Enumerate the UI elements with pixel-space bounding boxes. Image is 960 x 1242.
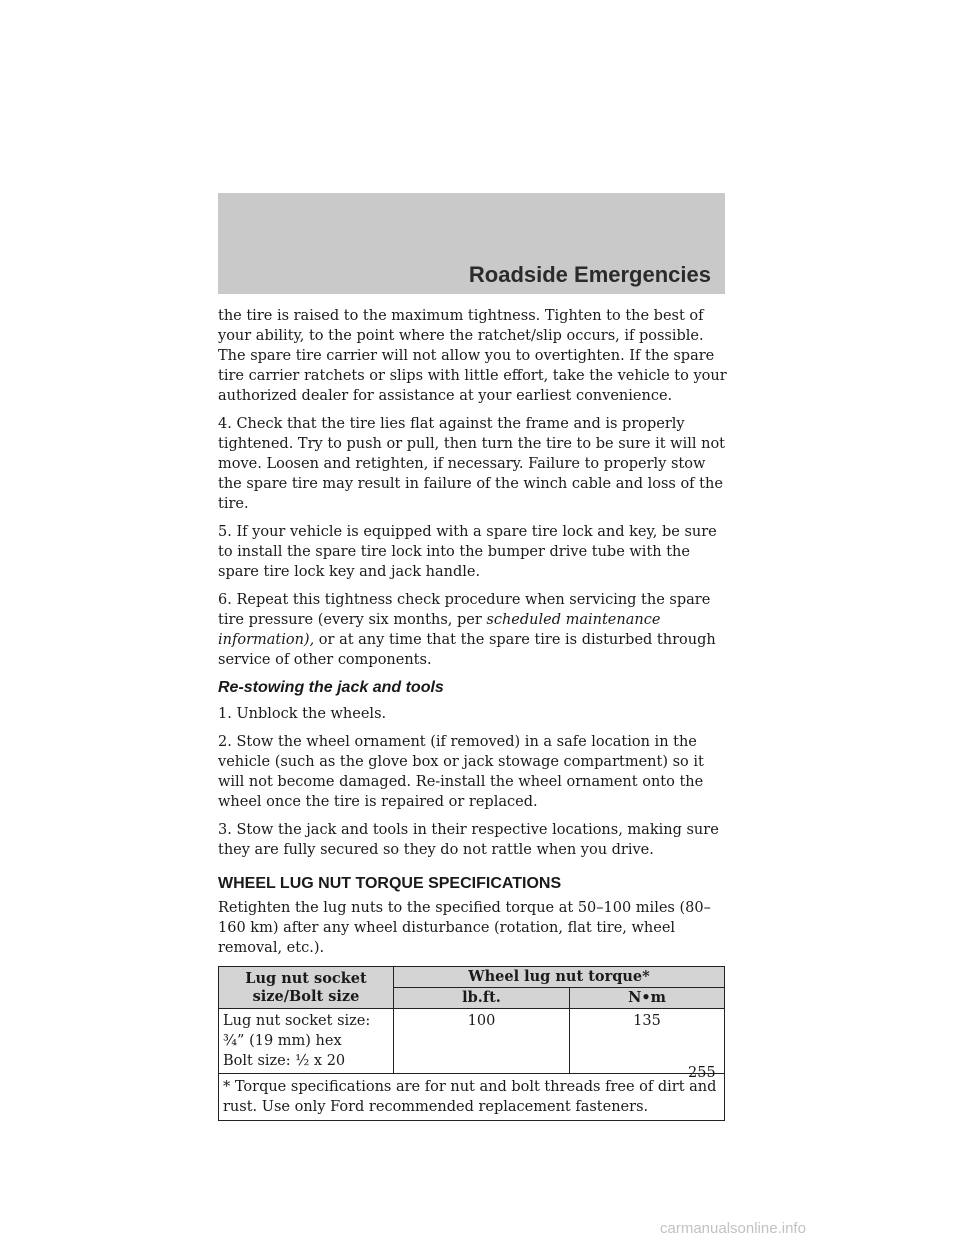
section-header-band xyxy=(218,193,725,294)
table-cell-nm: 135 xyxy=(570,1009,725,1074)
watermark-text: carmanualsonline.info xyxy=(660,1220,806,1237)
table-header-nm: N•m xyxy=(570,988,725,1009)
section-title: Roadside Emergencies xyxy=(468,262,711,287)
step-4: 4. Check that the tire lies flat against the frame and is properly tightened. Try to push or pull, then turn the tire to be sure it will not move. Loosen and retighten, if necessary. Failure to properly stow the spare tire may result in failure of the winch cable and loss of the tire. xyxy=(218,416,725,512)
torque-spec-table xyxy=(218,966,725,1121)
size-line-2: ¾” (19 mm) hex xyxy=(223,1033,342,1049)
page-content xyxy=(218,306,728,1121)
torque-intro: Retighten the lug nuts to the specified torque at 50–100 miles (80–160 km) after any wheel disturbance (rotation, flat tire, wheel removal, etc.). xyxy=(218,900,711,956)
table-header-torque: Wheel lug nut torque* xyxy=(394,967,725,988)
table-cell-lbft: 100 xyxy=(394,1009,570,1074)
restow-heading: Re-stowing the jack and tools xyxy=(218,679,444,696)
restow-step-2: 2. Stow the wheel ornament (if removed) in a safe location in the vehicle (such as the glove box or jack stowage compartment) so it will not become damaged. Re-install the wheel ornament onto the wheel once the tire is repaired or replaced. xyxy=(218,734,704,810)
restow-step-1: 1. Unblock the wheels. xyxy=(218,706,387,722)
paragraph-continuation: the tire is raised to the maximum tightness. Tighten to the best of your ability, to the point where the ratchet/slip occurs, if possible. The spare tire carrier will not allow you to overtighten. If the spare tire carrier ratchets or slips with little effort, take the vehicle to your authorized dealer for assistance at your earliest convenience. xyxy=(218,308,727,404)
table-cell-size xyxy=(219,1009,394,1074)
torque-heading: WHEEL LUG NUT TORQUE SPECIFICATIONS xyxy=(218,875,562,892)
step-6-reference: scheduled maintenance information), xyxy=(218,612,661,648)
step-5: 5. If your vehicle is equipped with a spare tire lock and key, be sure to install the spare tire lock into the bumper drive tube with the spare tire lock key and jack handle. xyxy=(218,524,717,580)
table-header-lbft: lb.ft. xyxy=(394,988,570,1009)
table-footnote: * Torque specifications are for nut and bolt threads free of dirt and rust. Use only Ford recommended replacement fasteners. xyxy=(219,1074,725,1121)
size-line-3: Bolt size: ½ x 20 xyxy=(223,1053,346,1069)
page-number: 255 xyxy=(688,1065,716,1081)
step-6 xyxy=(218,590,728,670)
step-6-text-b: or at any time that the spare tire is disturbed through service of other components. xyxy=(218,632,716,668)
table-row xyxy=(219,1009,725,1074)
restow-step-3: 3. Stow the jack and tools in their respective locations, making sure they are fully secured so they do not rattle when you drive. xyxy=(218,822,719,858)
step-6-text-a: 6. Repeat this tightness check procedure when servicing the spare tire pressure (every six months, per xyxy=(218,592,711,628)
size-line-1: Lug nut socket size: xyxy=(223,1013,371,1029)
table-header-size: Lug nut socket size/Bolt size xyxy=(219,967,394,1009)
